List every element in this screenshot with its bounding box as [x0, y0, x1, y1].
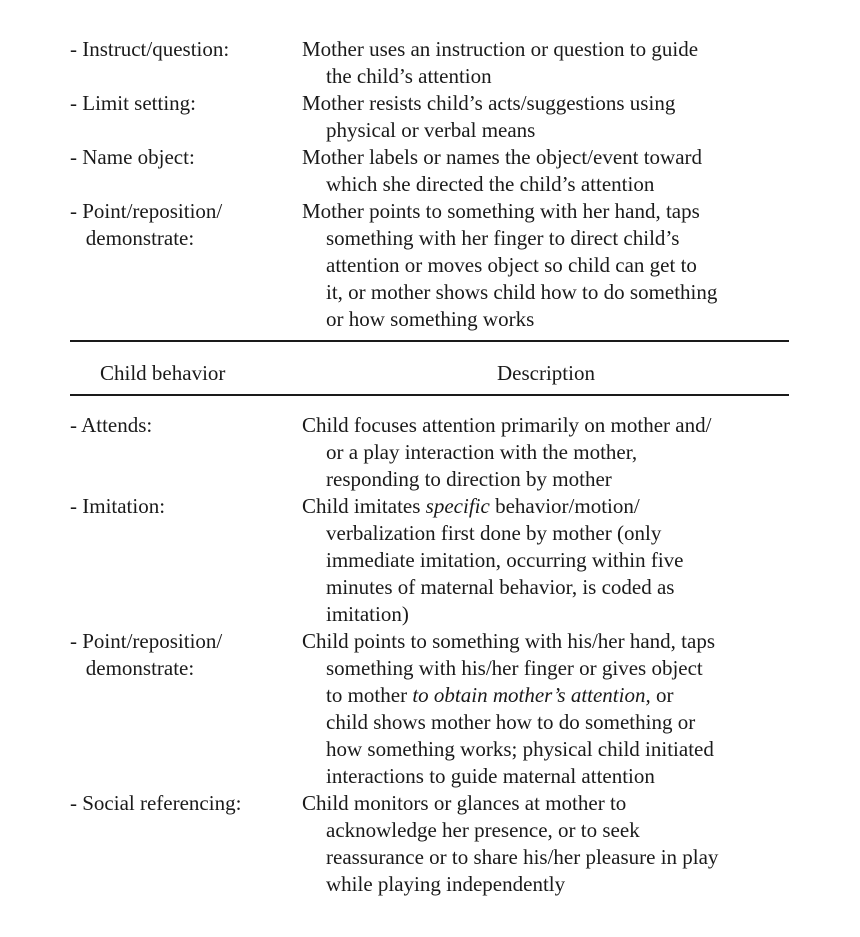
description-line: Mother points to something with her hand, taps — [302, 199, 700, 223]
term-line: - Point/reposition/ — [70, 199, 223, 223]
behavior-term — [70, 412, 302, 439]
behavior-term — [70, 628, 302, 682]
list-item — [70, 198, 790, 333]
description-line: acknowledge her presence, or to seek — [326, 818, 640, 842]
description-line: or a play interaction with the mother, — [326, 440, 638, 464]
description-line: Mother resists child’s acts/suggestions using — [302, 91, 676, 115]
behavior-description — [302, 36, 790, 90]
table-rule-bottom — [70, 394, 789, 396]
behavior-term — [70, 36, 302, 63]
description-line: something with her finger to direct child’s — [326, 226, 680, 250]
behavior-description — [302, 90, 790, 144]
term-line: - Name object: — [70, 145, 195, 169]
description-line: while playing independently — [326, 872, 566, 896]
child-behavior-list — [70, 412, 790, 898]
term-line: - Limit setting: — [70, 91, 196, 115]
description-line: Mother uses an instruction or question to guide — [302, 37, 699, 61]
list-item — [70, 412, 790, 493]
behavior-description — [302, 198, 790, 333]
description-line: child shows mother how to do something or — [326, 710, 696, 734]
behavior-description — [302, 144, 790, 198]
description-line: it, or mother shows child how to do something — [326, 280, 718, 304]
term-line: demonstrate: — [70, 656, 195, 680]
description-line: physical or verbal means — [326, 118, 536, 142]
description-line: Mother labels or names the object/event toward — [302, 145, 703, 169]
behavior-description — [302, 493, 790, 628]
term-line: demonstrate: — [70, 226, 195, 250]
list-item — [70, 790, 790, 898]
description-line: minutes of maternal behavior, is coded as — [326, 575, 675, 599]
description-line: Child imitates specific behavior/motion/ — [302, 494, 640, 518]
list-item — [70, 628, 790, 790]
behavior-term — [70, 198, 302, 252]
behavior-term — [70, 90, 302, 117]
behavior-term — [70, 144, 302, 171]
table-header — [70, 360, 790, 387]
description-line: verbalization first done by mother (only — [326, 521, 662, 545]
list-item — [70, 493, 790, 628]
description-line: to mother to obtain mother’s attention, or — [326, 683, 674, 707]
term-line: - Attends: — [70, 413, 153, 437]
behavior-description — [302, 790, 790, 898]
description-line: Child monitors or glances at mother to — [302, 791, 627, 815]
description-line: or how something works — [326, 307, 535, 331]
behavior-description — [302, 628, 790, 790]
term-line: - Social referencing: — [70, 791, 242, 815]
behavior-description — [302, 412, 790, 493]
description-line: the child’s attention — [326, 64, 492, 88]
list-item — [70, 90, 790, 144]
description-line: reassurance or to share his/her pleasure in play — [326, 845, 719, 869]
behavior-term — [70, 493, 302, 520]
description-line: imitation) — [326, 602, 409, 626]
term-line: - Imitation: — [70, 494, 166, 518]
description-line: something with his/her finger or gives object — [326, 656, 703, 680]
description-line: Child points to something with his/her hand, taps — [302, 629, 715, 653]
table-rule-top — [70, 340, 789, 342]
term-line: - Point/reposition/ — [70, 629, 223, 653]
mother-behavior-list — [70, 36, 790, 333]
description-line: attention or moves object so child can get to — [326, 253, 697, 277]
description-line: how something works; physical child initiated — [326, 737, 714, 761]
header-child-behavior: Child behavior — [100, 361, 226, 385]
list-item — [70, 144, 790, 198]
description-line: Child focuses attention primarily on mother and/ — [302, 413, 712, 437]
term-line: - Instruct/question: — [70, 37, 230, 61]
description-line: which she directed the child’s attention — [326, 172, 655, 196]
behavior-term — [70, 790, 302, 817]
description-line: responding to direction by mother — [326, 467, 612, 491]
description-line: immediate imitation, occurring within five — [326, 548, 684, 572]
list-item — [70, 36, 790, 90]
description-line: interactions to guide maternal attention — [326, 764, 655, 788]
header-description: Description — [497, 361, 595, 385]
